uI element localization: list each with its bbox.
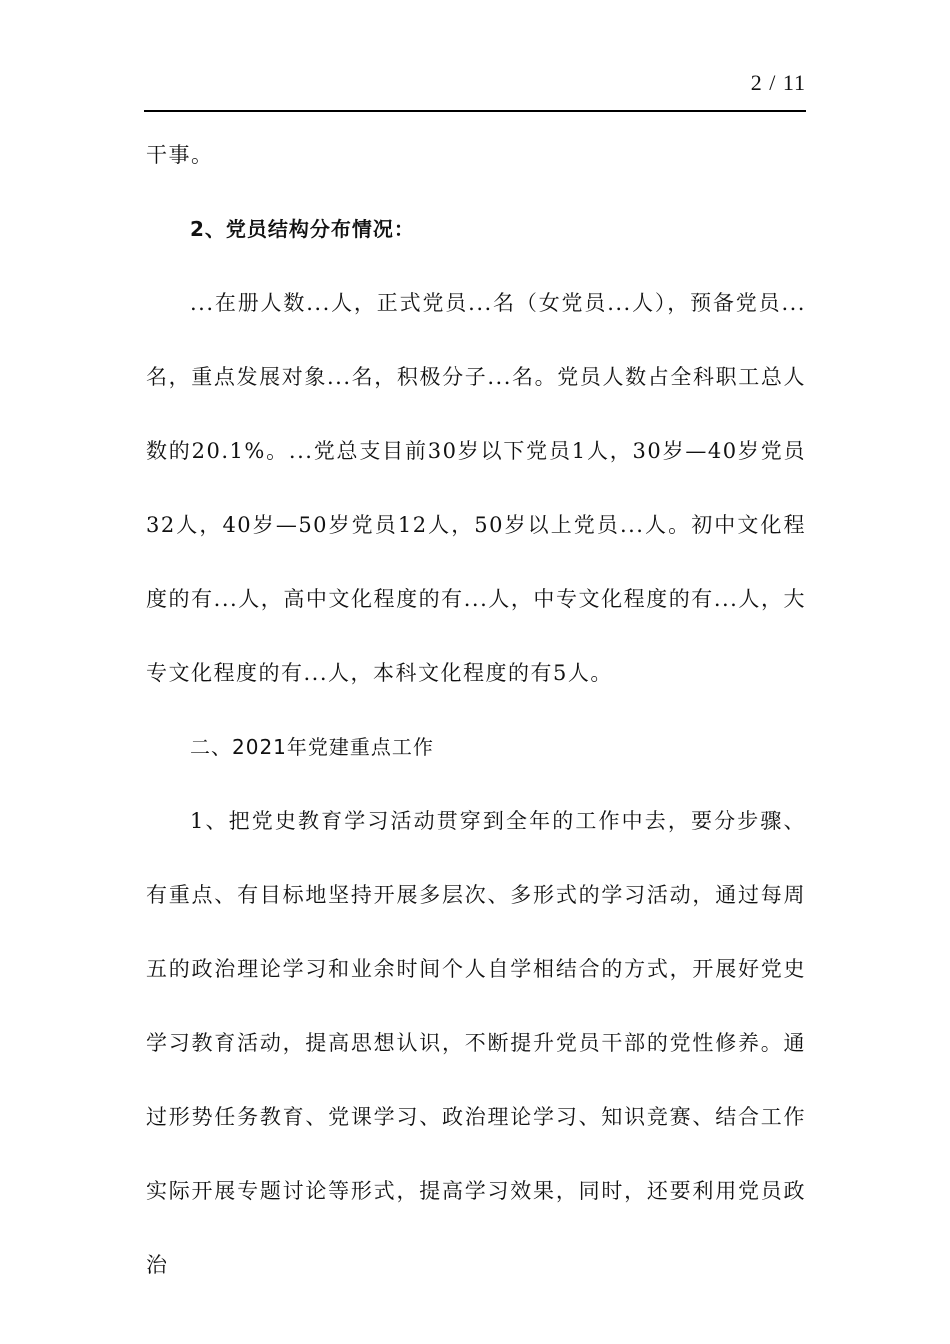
paragraph-continuation: 干事。 — [146, 143, 214, 167]
page-number: 2 / 11 — [750, 70, 806, 95]
section-subheading: 2、党员结构分布情况： — [190, 217, 415, 241]
header-rule — [144, 110, 806, 112]
section-heading: 二、2021年党建重点工作 — [190, 735, 434, 759]
paragraph-key-work: 1、把党史教育学习活动贯穿到全年的工作中去，要分步骤、有重点、有目标地坚持开展多层次、多形式的学习活动，通过每周五的政治理论学习和业余时间个人自学相结合的方式，开展好党史学习教育活动，提高思想认识，不断提升党员干部的党性修养。通过形势任务教育、党课学习、政治理论学习、知识竞赛、结合工作实际开展专题讨论等形式，提高学习效果，同时，还要利用党员政治 — [146, 809, 806, 1277]
document-body — [146, 118, 806, 1302]
paragraph-member-structure: ...在册人数...人，正式党员...名（女党员...人），预备党员...名，重点发展对象...名，积极分子...名。党员人数占全科职工总人数的20.1%。...党总支目前30岁以下党员1人，30岁—40岁党员32人，40岁—50岁党员12人，50岁以上党员...人。初中文化程度的有...人，高中文化程度的有...人，中专文化程度的有...人，大专文化程度的有...人，本科文化程度的有5人。 — [146, 291, 806, 685]
